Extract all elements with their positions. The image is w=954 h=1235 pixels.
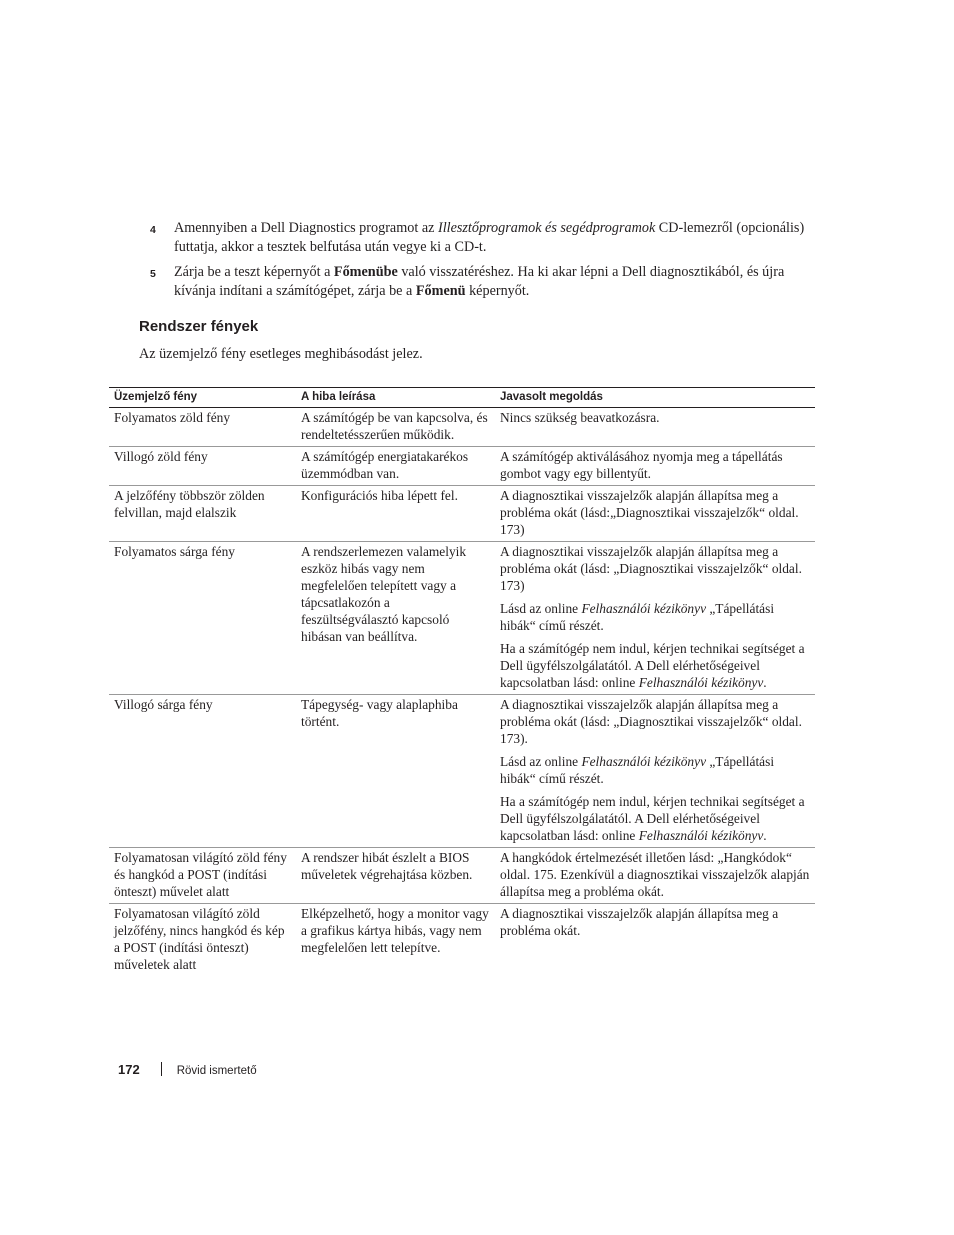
step-5 [150,263,815,301]
cell-solution [495,904,815,977]
text-segment: . [763,675,767,690]
table-header-row [109,388,815,408]
cell-description: Elképzelhető, hogy a monitor vagy a grafikus kártya hibás, vagy nem megfelelően lett telepítve. [301,906,489,955]
table-row [109,695,815,848]
text-segment: Illesztőprogramok és segédprogramok [437,220,656,236]
cell-description: A rendszer hibát észlelt a BIOS műveletek végrehajtása közben. [296,848,495,904]
table-body [109,408,815,977]
cell-light: Villogó sárga fény [109,695,296,848]
text-segment: „Tápellátási hibák“ című részét. [500,601,775,633]
cell-solution [495,542,815,695]
cell-light: Folyamatosan világító zöld fény és hangkód a POST (indítási önteszt) művelet alatt [109,848,296,904]
text-segment: Nincs szükség beavatkozásra. [500,410,660,425]
solution-paragraph [500,905,810,939]
text-segment: való visszatéréshez. Ha ki akar lépni a Dell diagnosztikából, és újra kívánja indítani a számítógépet, zárja be a [174,264,785,299]
solution-paragraph [500,409,810,426]
text-segment: Amennyiben a Dell Diagnostics programot az [174,220,438,236]
solution-paragraph [500,696,810,747]
table-row [109,447,815,486]
solution-paragraph [500,793,810,844]
page-footer [118,1061,257,1079]
text-segment: . [763,828,767,843]
text-segment: Lásd az online [500,601,582,616]
table-row [109,542,815,695]
text-segment: képernyőt. [465,283,530,299]
text-segment: Felhasználói kézikönyv [638,828,764,843]
table-row [109,486,815,542]
cell-solution [495,447,815,486]
solution-paragraph [500,600,810,634]
step-4 [150,219,815,257]
cell-light: Folyamatos zöld fény [109,408,296,447]
text-segment: CD-lemezről (opcionális) futtatja, akkor a tesztek belfutása után vegye ki a CD-t. [174,220,805,255]
cell-light: A jelzőfény többször zölden felvillan, majd elalszik [109,486,296,542]
header-light: Üzemjelző fény [109,388,296,408]
text-segment: A diagnosztikai visszajelzők alapján állapítsa meg a probléma okát (lásd:„Diagnosztikai visszajelzők“ oldal. 173) [500,488,799,537]
text-segment: Ha a számítógép nem indul, kérjen technikai segítséget a Dell ügyfélszolgálatától. A Dell elérhetőségeivel kapcsolatban lásd: online [500,794,805,843]
cell-description: Tápegység- vagy alaplaphiba történt. [296,695,495,848]
solution-paragraph [500,753,810,787]
table-row [109,408,815,447]
text-segment: Felhasználói kézikönyv [581,754,707,769]
text-segment: Zárja be a teszt képernyőt a [174,264,334,280]
page-number: 172 [118,1062,140,1077]
cell-solution [495,486,815,542]
system-lights-table [109,387,815,976]
text-segment: A számítógép aktiválásához nyomja meg a tápellátás gombot vagy egy billentyűt. [500,449,783,481]
step-text [174,263,815,301]
header-solution: Javasolt megoldás [495,388,815,408]
cell-solution [495,695,815,848]
solution-paragraph [500,543,810,594]
text-segment: Főmenü [415,283,466,299]
step-number: 5 [150,268,156,280]
cell-description: A számítógép be van kapcsolva, és rendeltetésszerűen működik. [296,408,495,447]
cell-solution [495,848,815,904]
header-description: A hiba leírása [296,388,495,408]
intro-text: Az üzemjelző fény esetleges meghibásodást jelez. [139,346,423,362]
text-segment: Felhasználói kézikönyv [581,601,707,616]
cell-light: Folyamatosan világító zöld jelzőfény, nincs hangkód és kép a POST (indítási önteszt) műveletek alatt [114,906,285,972]
cell-description: A számítógép energiatakarékos üzemmódban van. [296,447,495,486]
solution-paragraph [500,640,810,691]
text-segment: A diagnosztikai visszajelzők alapján állapítsa meg a probléma okát (lásd: „Diagnosztikai visszajelzők“ oldal. 173) [500,544,802,593]
table-row [109,904,815,977]
step-text [174,219,815,257]
cell-light: Folyamatos sárga fény [109,542,296,695]
cell-solution [495,408,815,447]
cell-description: Konfigurációs hiba lépett fel. [296,486,495,542]
footer-divider [161,1062,162,1076]
solution-paragraph [500,448,810,482]
cell-description: A rendszerlemezen valamelyik eszköz hibás vagy nem megfelelően telepített vagy a tápcsatlakozón a feszültségválasztó kapcsoló hibásan van beállítva. [296,542,495,695]
solution-paragraph [500,849,810,900]
cell-light: Villogó zöld fény [109,447,296,486]
text-segment: Felhasználói kézikönyv [638,675,764,690]
step-number: 4 [150,224,156,236]
table-row [109,848,815,904]
text-segment: A diagnosztikai visszajelzők alapján állapítsa meg a probléma okát. [500,906,779,938]
text-segment: „Tápellátási hibák“ című részét. [500,754,775,786]
text-segment: Főmenübe [333,264,398,280]
text-segment: A hangkódok értelmezését illetően lásd: „Hangkódok“ oldal. 175. Ezenkívül a diagnosztikai visszajelzők alapján állapítsa meg a probléma okát. [500,850,810,899]
text-segment: Lásd az online [500,754,582,769]
solution-paragraph [500,487,810,538]
footer-section: Rövid ismertető [176,1065,257,1077]
section-title: Rendszer fények [139,318,259,335]
text-segment: A diagnosztikai visszajelzők alapján állapítsa meg a probléma okát (lásd: „Diagnosztikai visszajelzők“ oldal. 173). [500,697,802,746]
text-segment: Ha a számítógép nem indul, kérjen technikai segítséget a Dell ügyfélszolgálatától. A Dell elérhetőségeivel kapcsolatban lásd: online [500,641,805,690]
